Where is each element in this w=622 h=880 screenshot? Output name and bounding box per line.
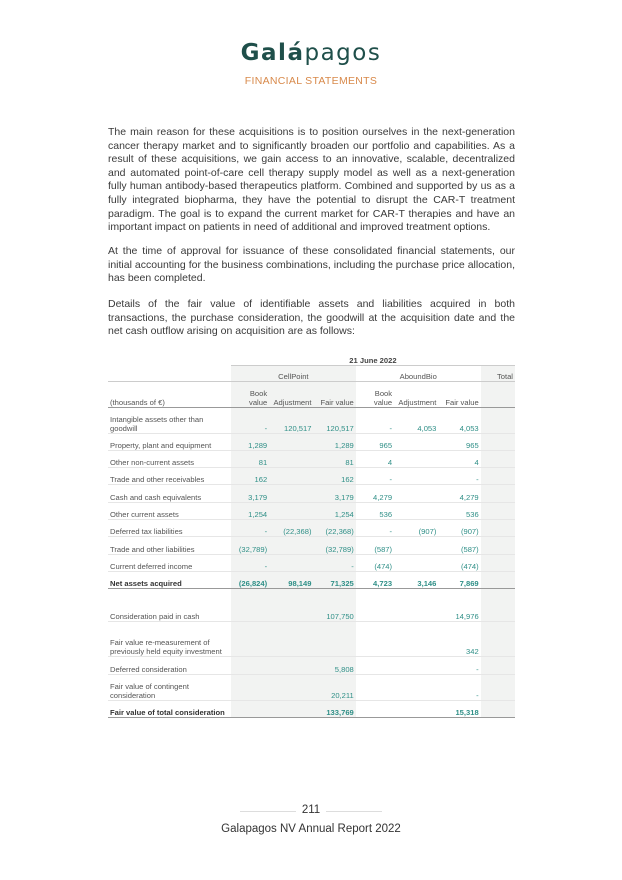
units-label: (thousands of €) (108, 381, 231, 407)
table-row: Fair value re-measurement of previously held equity investment 342 (108, 622, 515, 657)
table-row: Other non-current assets 81 81 4 4 (108, 450, 515, 467)
col-book-value: Book value (231, 381, 269, 407)
table-row: Trade and other receivables 162 162 - - (108, 468, 515, 485)
paragraph-acquisition-reason: The main reason for these acquisitions is to position ourselves in the next-generation cancer therapy market and to significantly broaden our portfolio and capabilities. As a result of these acquisitions, we gain access to an innovative, scalable, decentralized and automated point-of-care cell therapy supply model as well as a next-generation fully human antibody-based therapeutics platform. Combined and supported by us as a fully integrated biopharma, they have the potential to disrupt the CAR-T treatment paradigm. The goal is to expand the current market for CAR-T therapies and have an important impact on patients in need of additional and improved treatment options. (108, 126, 515, 234)
table-row: Other current assets 1,254 1,254 536 536 (108, 502, 515, 519)
section-title: FINANCIAL STATEMENTS (244, 75, 378, 87)
table-row: Consideration paid in cash 107,750 14,976 (108, 605, 515, 622)
group-aboundbio: AboundBio (356, 365, 481, 381)
table-date: 21 June 2022 (349, 355, 397, 365)
logo-light-part: pagos (304, 40, 382, 66)
page-number: 211 (0, 804, 622, 816)
table-row: Property, plant and equipment 1,289 1,289 965 965 (108, 433, 515, 450)
table-row: Intangible assets other than goodwill - 120,517 120,517 - 4,053 4,053 (108, 407, 515, 433)
col-fair-value: Fair value (313, 381, 355, 407)
table-row: Deferred consideration 5,808 - (108, 657, 515, 674)
paragraph-details-intro: Details of the fair value of identifiable assets and liabilities acquired in both transactions, the purchase consideration, the goodwill at the acquisition date and the net cash outflow arising on acquisition are as follows: (108, 298, 515, 338)
group-total: Total (481, 365, 515, 381)
table-row: Cash and cash equivalents 3,179 3,179 4,279 4,279 (108, 485, 515, 502)
col-fair-value: Fair value (438, 381, 480, 407)
net-assets-row: Net assets acquired (26,824) 98,149 71,325 4,723 3,146 7,869 (108, 571, 515, 588)
group-cellpoint: CellPoint (231, 365, 356, 381)
table-row: Fair value of contingent consideration 20,211 - (108, 674, 515, 700)
company-logo (0, 40, 622, 66)
table-row: Trade and other liabilities (32,789) (32,789) (587) (587) (108, 537, 515, 554)
logo-bold-part: Galá (240, 40, 305, 66)
col-total (481, 381, 515, 407)
fair-value-table (108, 349, 515, 718)
col-adjustment: Adjustment (394, 381, 438, 407)
spacer-row (108, 589, 515, 606)
table-row: Current deferred income - - (474) (474) (108, 554, 515, 571)
col-adjustment: Adjustment (269, 381, 313, 407)
paragraph-accounting: At the time of approval for issuance of these consolidated financial statements, our initial accounting for the business combinations, including the purchase price allocation, has been completed. (108, 245, 515, 285)
report-title: Galapagos NV Annual Report 2022 (221, 823, 401, 835)
table-row: Deferred tax liabilities - (22,368) (22,368) - (907) (907) (108, 519, 515, 536)
col-book-value: Book value (356, 381, 394, 407)
total-consideration-row: Fair value of total consideration 133,769 15,318 (108, 700, 515, 717)
